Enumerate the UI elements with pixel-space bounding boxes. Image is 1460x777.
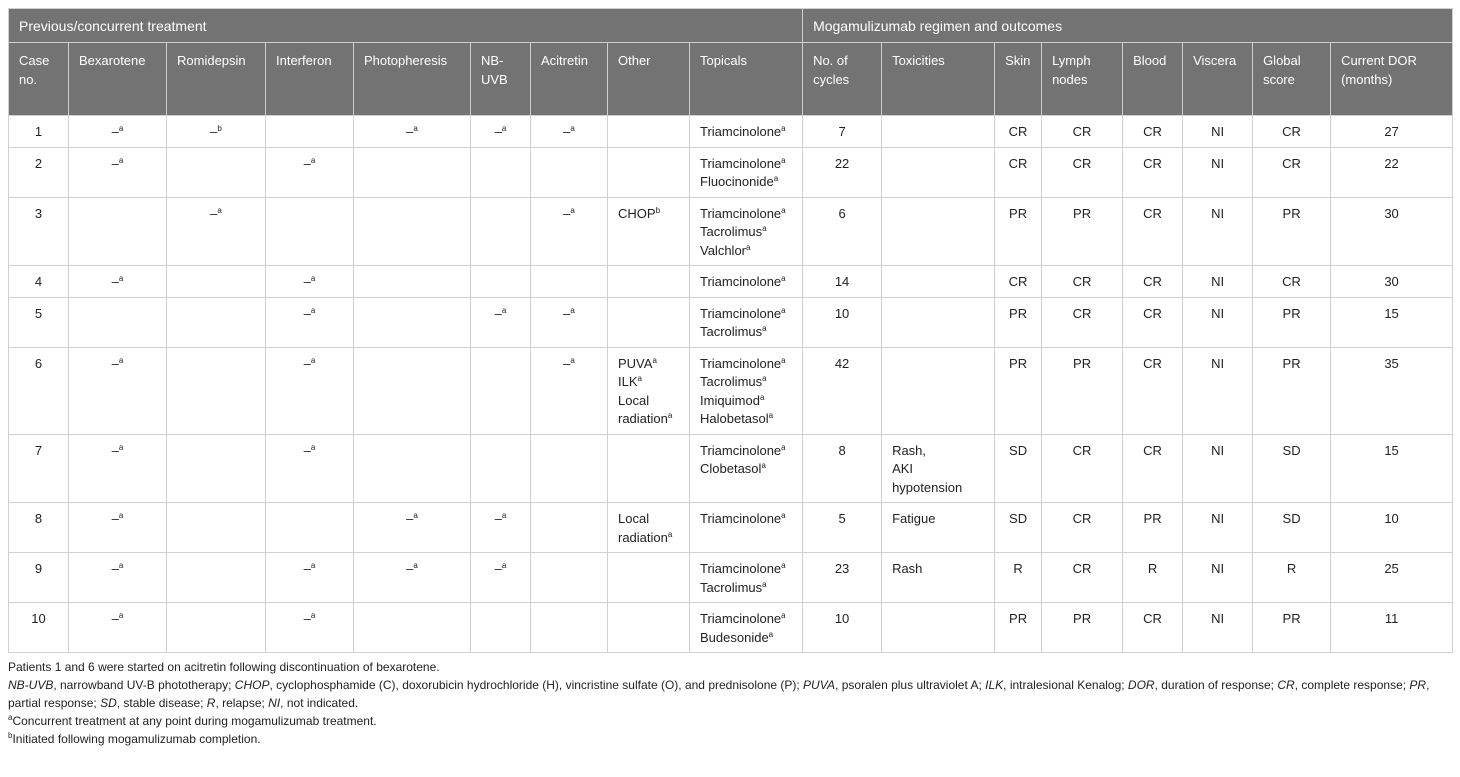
cell-acitretin — [531, 603, 608, 653]
cell-other-line: Local — [618, 392, 650, 408]
cell-viscera: NI — [1183, 266, 1253, 298]
cell-dor: 30 — [1331, 266, 1453, 298]
cell-photopheresis — [354, 603, 471, 653]
cell-global: SD — [1253, 434, 1331, 503]
cell-toxicities — [882, 266, 995, 298]
cell-interferon: –$^a$ — [266, 603, 354, 653]
cell-topicals-line: Triamcinolone$^a$ — [700, 611, 786, 626]
cell-other — [608, 503, 690, 553]
cell-bexarotene: –$^a$ — [69, 266, 167, 298]
cell-lymph: CR — [1042, 553, 1123, 603]
cell-acitretin: –$^a$ — [531, 197, 608, 266]
abbrev-definition: , partial response; — [8, 678, 1430, 710]
cell-cycles: 6 — [803, 197, 882, 266]
cell-other-line: radiation$^a$ — [618, 529, 673, 545]
col-header-other: Other — [608, 43, 690, 116]
cell-romidepsin — [167, 434, 266, 503]
cell-romidepsin — [167, 297, 266, 347]
cell-skin: R — [995, 553, 1042, 603]
col-header-toxicities: Toxicities — [882, 43, 995, 116]
cell-blood: CR — [1123, 116, 1183, 148]
cell-toxicities — [882, 197, 995, 266]
abbrev-term: NI — [268, 696, 281, 710]
cell-topicals — [690, 297, 803, 347]
cell-other — [608, 147, 690, 197]
cell-topicals — [690, 503, 803, 553]
cell-lymph: PR — [1042, 197, 1123, 266]
footnote-b — [8, 730, 1452, 748]
cell-dor: 15 — [1331, 434, 1453, 503]
cell-nbuvb — [471, 266, 531, 298]
cell-bexarotene — [69, 297, 167, 347]
header-group-row — [9, 9, 1453, 43]
cell-toxicities — [882, 503, 995, 553]
cell-toxicities — [882, 434, 995, 503]
col-header-viscera: Viscera — [1183, 43, 1253, 116]
cell-blood: CR — [1123, 603, 1183, 653]
cell-dor: 15 — [1331, 297, 1453, 347]
cell-case: 1 — [9, 116, 69, 148]
cell-topicals — [690, 147, 803, 197]
cell-photopheresis: –$^a$ — [354, 116, 471, 148]
cell-interferon — [266, 503, 354, 553]
cell-romidepsin — [167, 553, 266, 603]
abbrev-term: PUVA — [803, 678, 836, 692]
cell-interferon: –$^a$ — [266, 147, 354, 197]
cell-case: 9 — [9, 553, 69, 603]
cell-other — [608, 116, 690, 148]
cell-topicals — [690, 434, 803, 503]
treatment-outcomes-table — [8, 8, 1453, 653]
cell-cycles: 7 — [803, 116, 882, 148]
column-header-row — [9, 43, 1453, 116]
cell-viscera: NI — [1183, 553, 1253, 603]
cell-viscera: NI — [1183, 503, 1253, 553]
cell-topicals-line: Fluocinonide$^a$ — [700, 174, 779, 189]
cell-other-line: CHOP$^b$ — [618, 205, 661, 221]
cell-interferon — [266, 197, 354, 266]
cell-topicals-line: Clobetasol$^a$ — [700, 461, 766, 476]
abbrev-term: CR — [1277, 678, 1295, 692]
cell-dor: 10 — [1331, 503, 1453, 553]
cell-viscera: NI — [1183, 147, 1253, 197]
cell-other — [608, 266, 690, 298]
cell-viscera: NI — [1183, 297, 1253, 347]
cell-interferon: –$^a$ — [266, 434, 354, 503]
cell-global: SD — [1253, 503, 1331, 553]
cell-topicals-line: Valchlor$^a$ — [700, 242, 751, 258]
cell-acitretin: –$^a$ — [531, 297, 608, 347]
footnote-b-mark: b — [8, 731, 13, 740]
cell-global: CR — [1253, 116, 1331, 148]
cell-bexarotene: –$^a$ — [69, 503, 167, 553]
cell-other — [608, 553, 690, 603]
abbrev-term: ILK — [985, 678, 1004, 692]
table-footnotes — [8, 658, 1452, 748]
cell-other — [608, 434, 690, 503]
cell-dor: 30 — [1331, 197, 1453, 266]
col-header-lymph: Lymph nodes — [1042, 43, 1123, 116]
cell-topicals-line: Tacrolimus$^a$ — [700, 224, 767, 239]
cell-topicals-line: Triamcinolone$^a$ — [700, 305, 786, 321]
cell-other-line: ILK$^a$ — [618, 374, 642, 389]
cell-dor: 27 — [1331, 116, 1453, 148]
abbrev-definition: , stable disease; — [116, 696, 207, 710]
cell-other-line: PUVA$^a$ — [618, 355, 657, 371]
cell-topicals-line: Triamcinolone$^a$ — [700, 561, 786, 576]
cell-romidepsin — [167, 503, 266, 553]
cell-topicals-line: Imiquimod$^a$ — [700, 392, 765, 408]
col-header-nbuvb: NB-UVB — [471, 43, 531, 116]
cell-acitretin — [531, 503, 608, 553]
cell-topicals-line: Budesonide$^a$ — [700, 629, 774, 645]
cell-topicals-line: Triamcinolone$^a$ — [700, 205, 786, 221]
cell-lymph: PR — [1042, 347, 1123, 434]
abbrev-term: CHOP — [234, 678, 270, 692]
col-header-global: Global score — [1253, 43, 1331, 116]
cell-global: PR — [1253, 603, 1331, 653]
cell-photopheresis — [354, 197, 471, 266]
cell-bexarotene: –$^a$ — [69, 603, 167, 653]
cell-topicals — [690, 603, 803, 653]
cell-romidepsin: –$^b$ — [167, 116, 266, 148]
cell-topicals — [690, 553, 803, 603]
abbrev-definition: , cyclophosphamide (C), doxorubicin hydrochloride (H), vincristine sulfate (O), and prednisolone (P); — [269, 678, 804, 692]
cell-global: CR — [1253, 147, 1331, 197]
cell-topicals-line: Triamcinolone$^a$ — [700, 155, 786, 171]
cell-blood: CR — [1123, 297, 1183, 347]
cell-other — [608, 603, 690, 653]
cell-interferon: –$^a$ — [266, 297, 354, 347]
footnote-abbreviations — [8, 676, 1452, 712]
footnote-acitretin: Patients 1 and 6 were started on acitretin following discontinuation of bexarotene. — [8, 660, 440, 674]
abbrev-term: NB-UVB — [8, 678, 54, 692]
cell-viscera: NI — [1183, 116, 1253, 148]
cell-skin: CR — [995, 266, 1042, 298]
cell-toxicities — [882, 347, 995, 434]
cell-other — [608, 347, 690, 434]
cell-other-line: Local — [618, 511, 650, 526]
cell-global: PR — [1253, 297, 1331, 347]
cell-viscera: NI — [1183, 347, 1253, 434]
cell-nbuvb: –$^a$ — [471, 503, 531, 553]
cell-blood: CR — [1123, 434, 1183, 503]
cell-photopheresis — [354, 266, 471, 298]
group-mogamulizumab: Mogamulizumab regimen and outcomes — [803, 9, 1453, 43]
cell-photopheresis — [354, 347, 471, 434]
cell-topicals — [690, 266, 803, 298]
cell-toxicities-line: Fatigue — [892, 511, 936, 526]
cell-lymph: CR — [1042, 147, 1123, 197]
cell-case: 6 — [9, 347, 69, 434]
cell-topicals-line: Triamcinolone$^a$ — [700, 274, 786, 289]
cell-acitretin — [531, 553, 608, 603]
cell-topicals-line: Halobetasol$^a$ — [700, 411, 774, 426]
table-row — [9, 197, 1453, 266]
cell-case: 7 — [9, 434, 69, 503]
cell-nbuvb — [471, 197, 531, 266]
cell-romidepsin: –$^a$ — [167, 197, 266, 266]
cell-interferon: –$^a$ — [266, 553, 354, 603]
cell-cycles: 22 — [803, 147, 882, 197]
cell-nbuvb: –$^a$ — [471, 297, 531, 347]
cell-lymph: CR — [1042, 116, 1123, 148]
cell-toxicities-line: hypotension — [892, 479, 963, 495]
cell-topicals-line: Triamcinolone$^a$ — [700, 511, 786, 526]
cell-acitretin — [531, 147, 608, 197]
cell-toxicities — [882, 553, 995, 603]
cell-lymph: PR — [1042, 603, 1123, 653]
cell-topicals-line: Tacrolimus$^a$ — [700, 324, 767, 339]
cell-nbuvb — [471, 347, 531, 434]
footnote-a — [8, 712, 1452, 730]
table-row — [9, 553, 1453, 603]
col-header-bexarotene: Bexarotene — [69, 43, 167, 116]
cell-bexarotene: –$^a$ — [69, 147, 167, 197]
cell-global: R — [1253, 553, 1331, 603]
cell-photopheresis — [354, 434, 471, 503]
cell-topicals-line: Triamcinolone$^a$ — [700, 442, 786, 458]
cell-skin: PR — [995, 603, 1042, 653]
cell-toxicities — [882, 147, 995, 197]
cell-case: 8 — [9, 503, 69, 553]
cell-romidepsin — [167, 603, 266, 653]
cell-global: PR — [1253, 197, 1331, 266]
table-container — [8, 8, 1452, 748]
abbrev-term: PR — [1409, 678, 1427, 692]
cell-blood: CR — [1123, 347, 1183, 434]
table-row — [9, 347, 1453, 434]
cell-toxicities — [882, 297, 995, 347]
cell-blood: R — [1123, 553, 1183, 603]
cell-blood: CR — [1123, 197, 1183, 266]
cell-dor: 35 — [1331, 347, 1453, 434]
cell-skin: CR — [995, 116, 1042, 148]
cell-viscera: NI — [1183, 603, 1253, 653]
cell-photopheresis: –$^a$ — [354, 553, 471, 603]
cell-cycles: 23 — [803, 553, 882, 603]
cell-bexarotene — [69, 197, 167, 266]
cell-romidepsin — [167, 266, 266, 298]
cell-case: 10 — [9, 603, 69, 653]
cell-photopheresis — [354, 147, 471, 197]
cell-bexarotene: –$^a$ — [69, 116, 167, 148]
cell-lymph: CR — [1042, 297, 1123, 347]
cell-other-line: radiation$^a$ — [618, 411, 673, 426]
cell-topicals — [690, 347, 803, 434]
cell-bexarotene: –$^a$ — [69, 553, 167, 603]
col-header-dor: Current DOR (months) — [1331, 43, 1453, 116]
cell-romidepsin — [167, 147, 266, 197]
footnote-a-mark: a — [8, 713, 13, 722]
abbrev-definition: , not indicated. — [280, 696, 359, 710]
col-header-acitretin: Acitretin — [531, 43, 608, 116]
cell-blood: CR — [1123, 266, 1183, 298]
cell-skin: SD — [995, 434, 1042, 503]
cell-acitretin: –$^a$ — [531, 116, 608, 148]
table-row — [9, 266, 1453, 298]
cell-skin: SD — [995, 503, 1042, 553]
cell-toxicities-line: Rash, — [892, 442, 927, 458]
cell-interferon: –$^a$ — [266, 266, 354, 298]
abbrev-definition: , relapse; — [215, 696, 269, 710]
cell-other — [608, 197, 690, 266]
table-row — [9, 116, 1453, 148]
cell-nbuvb — [471, 603, 531, 653]
cell-cycles: 5 — [803, 503, 882, 553]
cell-lymph: CR — [1042, 266, 1123, 298]
cell-case: 4 — [9, 266, 69, 298]
cell-case: 2 — [9, 147, 69, 197]
cell-toxicities-line: Rash — [892, 561, 923, 576]
footnote-b-text: Initiated following mogamulizumab completion. — [12, 732, 261, 746]
col-header-interferon: Interferon — [266, 43, 354, 116]
abbrev-definition: , intralesional Kenalog; — [1003, 678, 1128, 692]
col-header-blood: Blood — [1123, 43, 1183, 116]
group-previous-treatment: Previous/concurrent treatment — [9, 9, 803, 43]
cell-cycles: 42 — [803, 347, 882, 434]
cell-topicals-line: Triamcinolone$^a$ — [700, 124, 786, 139]
cell-toxicities — [882, 116, 995, 148]
table-body — [9, 116, 1453, 653]
cell-interferon — [266, 116, 354, 148]
col-header-cycles: No. of cycles — [803, 43, 882, 116]
cell-topicals — [690, 197, 803, 266]
col-header-romidepsin: Romidepsin — [167, 43, 266, 116]
table-row — [9, 603, 1453, 653]
cell-viscera: NI — [1183, 197, 1253, 266]
cell-skin: PR — [995, 297, 1042, 347]
cell-bexarotene: –$^a$ — [69, 347, 167, 434]
table-row — [9, 147, 1453, 197]
footnote-a-text: Concurrent treatment at any point during mogamulizumab treatment. — [12, 714, 377, 728]
abbrev-definition: , complete response; — [1294, 678, 1410, 692]
cell-dor: 22 — [1331, 147, 1453, 197]
cell-cycles: 8 — [803, 434, 882, 503]
cell-global: CR — [1253, 266, 1331, 298]
cell-lymph: CR — [1042, 434, 1123, 503]
cell-acitretin — [531, 434, 608, 503]
cell-nbuvb: –$^a$ — [471, 553, 531, 603]
cell-photopheresis: –$^a$ — [354, 503, 471, 553]
table-row — [9, 503, 1453, 553]
cell-nbuvb: –$^a$ — [471, 116, 531, 148]
cell-skin: CR — [995, 147, 1042, 197]
cell-topicals — [690, 116, 803, 148]
col-header-photopheresis: Photopheresis — [354, 43, 471, 116]
cell-romidepsin — [167, 347, 266, 434]
abbrev-term: DOR — [1127, 678, 1155, 692]
cell-nbuvb — [471, 434, 531, 503]
abbrev-definition: , narrowband UV-B phototherapy; — [53, 678, 235, 692]
table-row — [9, 434, 1453, 503]
cell-dor: 11 — [1331, 603, 1453, 653]
col-header-topicals: Topicals — [690, 43, 803, 116]
cell-blood: PR — [1123, 503, 1183, 553]
cell-nbuvb — [471, 147, 531, 197]
col-header-skin: Skin — [995, 43, 1042, 116]
abbrev-definition: , duration of response; — [1154, 678, 1278, 692]
cell-other — [608, 297, 690, 347]
cell-dor: 25 — [1331, 553, 1453, 603]
cell-topicals-line: Triamcinolone$^a$ — [700, 355, 786, 371]
cell-photopheresis — [354, 297, 471, 347]
cell-acitretin: –$^a$ — [531, 347, 608, 434]
abbrev-term: R — [206, 696, 216, 710]
cell-topicals-line: Tacrolimus$^a$ — [700, 579, 767, 595]
cell-cycles: 10 — [803, 603, 882, 653]
cell-cycles: 10 — [803, 297, 882, 347]
cell-lymph: CR — [1042, 503, 1123, 553]
col-header-case: Case no. — [9, 43, 69, 116]
cell-skin: PR — [995, 347, 1042, 434]
cell-global: PR — [1253, 347, 1331, 434]
table-row — [9, 297, 1453, 347]
cell-skin: PR — [995, 197, 1042, 266]
cell-cycles: 14 — [803, 266, 882, 298]
cell-case: 3 — [9, 197, 69, 266]
cell-interferon: –$^a$ — [266, 347, 354, 434]
cell-bexarotene: –$^a$ — [69, 434, 167, 503]
cell-viscera: NI — [1183, 434, 1253, 503]
cell-toxicities-line: AKI — [892, 461, 914, 476]
cell-case: 5 — [9, 297, 69, 347]
cell-acitretin — [531, 266, 608, 298]
abbrev-term: SD — [100, 696, 117, 710]
cell-toxicities — [882, 603, 995, 653]
cell-topicals-line: Tacrolimus$^a$ — [700, 374, 767, 389]
abbrev-definition: , psoralen plus ultraviolet A; — [835, 678, 986, 692]
cell-blood: CR — [1123, 147, 1183, 197]
